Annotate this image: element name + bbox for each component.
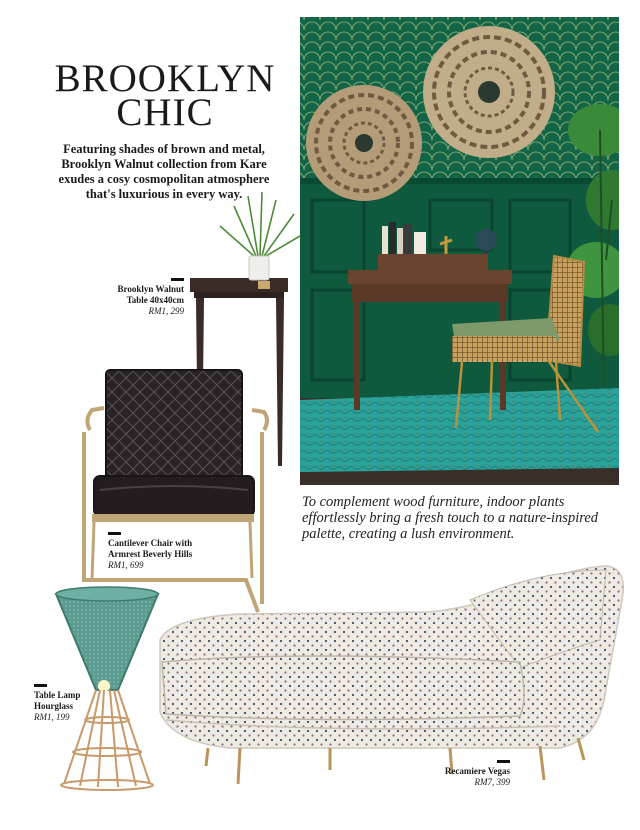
caption-sofa [410, 760, 510, 788]
caption-marker [108, 532, 121, 535]
caption-sofa-price: RM7, 399 [474, 777, 510, 787]
title-line-2: CHIC [116, 91, 214, 134]
potted-grass-plant [220, 192, 300, 280]
caption-lamp-name-2: Hourglass [34, 701, 74, 711]
caption-chair-price: RM1, 699 [108, 560, 144, 570]
caption-table-name-2: Table 40x40cm [126, 295, 184, 305]
caption-chair-name-2: Armrest Beverly Hills [108, 549, 193, 559]
intro-paragraph: Featuring shades of brown and metal, Brooklyn Walnut collection from Kare exudes a cosy cosmopolitan atmosphere that's luxurious in every way. [58, 142, 270, 201]
cantilever-leather-chair [84, 370, 267, 612]
caption-table-name-1: Brooklyn Walnut [117, 284, 184, 294]
title-line-1: BROOKLYN [54, 57, 276, 100]
caption-sofa-name: Recamiere Vegas [444, 766, 510, 776]
caption-marker [497, 760, 510, 763]
caption-table-price: RM1, 299 [148, 306, 184, 316]
caption-marker [171, 278, 184, 281]
caption-chair [108, 532, 248, 571]
pull-quote: To complement wood furniture, indoor plants effortlessly bring a fresh touch to a nature-inspired palette, creating a lush environment. [302, 494, 599, 542]
caption-lamp-price: RM1, 199 [34, 712, 70, 722]
woven-wall-plate-right [423, 26, 555, 158]
woven-wall-plate-left [306, 85, 422, 201]
caption-table [92, 278, 184, 317]
caption-lamp [34, 684, 124, 723]
recamiere-vegas-sofa [160, 566, 623, 784]
page-title [40, 57, 290, 134]
caption-chair-name-1: Cantilever Chair with [108, 538, 193, 548]
room-photo [300, 17, 638, 485]
caption-marker [34, 684, 47, 687]
caption-lamp-name-1: Table Lamp [34, 690, 81, 700]
